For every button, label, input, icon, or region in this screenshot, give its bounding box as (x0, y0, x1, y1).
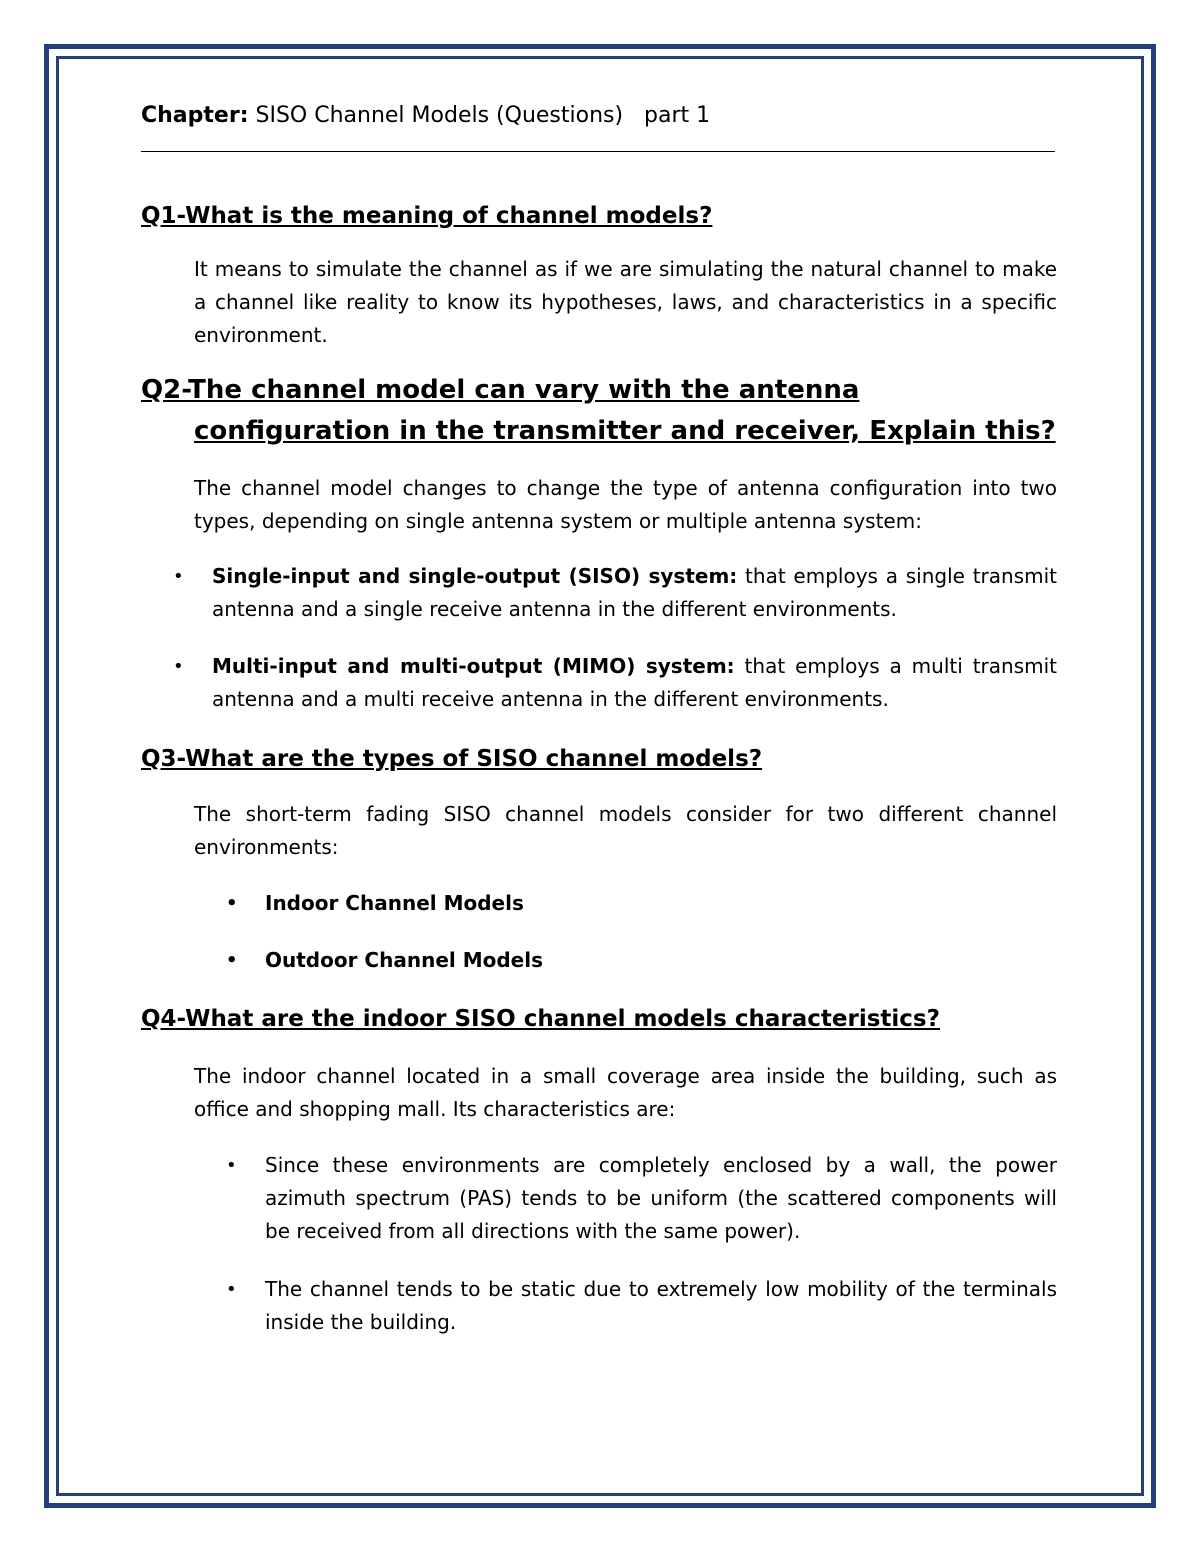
chapter-label: Chapter: (141, 103, 249, 128)
list-item-term: Multi-input and multi-output (MIMO) system: (212, 654, 735, 678)
bullet-icon: • (226, 1155, 237, 1176)
list-item (141, 1149, 1057, 1248)
list-item-text: that employs a single transmit antenna and a single receive antenna in the different environments. (212, 564, 1057, 621)
list-item-text: that employs a multi transmit antenna and a multi receive antenna in the different environments. (212, 654, 1057, 711)
bullet-icon: • (226, 950, 238, 971)
list-item (141, 887, 1057, 920)
indoor-characteristics-list (141, 1149, 1057, 1339)
question-4-heading: Q4-What are the indoor SISO channel models characteristics? (141, 1006, 940, 1032)
chapter-title: SISO Channel Models (Questions) part 1 (248, 103, 711, 128)
chapter-header (141, 98, 1057, 134)
bullet-icon: • (173, 566, 184, 587)
question-2-heading: Q2-The channel model can vary with the antenna configuration in the transmitter and receiver, Explain this? (141, 375, 1056, 446)
bullet-icon: • (226, 1279, 237, 1300)
list-item (141, 560, 1057, 626)
list-item-text: The channel tends to be static due to extremely low mobility of the terminals inside the building. (265, 1277, 1057, 1334)
document-body (141, 98, 1057, 1339)
question-2 (141, 370, 1057, 716)
antenna-system-list (141, 560, 1057, 716)
bullet-icon: • (173, 656, 184, 677)
question-3-heading: Q3-What are the types of SISO channel models? (141, 746, 763, 772)
channel-type-list (141, 887, 1057, 977)
question-1-heading: Q1-What is the meaning of channel models? (141, 203, 713, 229)
list-item-text: Since these environments are completely enclosed by a wall, the power azimuth spectrum (PAS) tends to be uniform (the scattered components will be received from all directions with the same power). (265, 1153, 1057, 1243)
question-4 (141, 1000, 1057, 1339)
list-item-text: Outdoor Channel Models (265, 948, 543, 972)
question-1 (141, 197, 1057, 352)
list-item-text: Indoor Channel Models (265, 891, 524, 915)
list-item (141, 650, 1057, 716)
question-4-answer: The indoor channel located in a small coverage area inside the building, such as office and shopping mall. Its characteristics are: (194, 1064, 1057, 1121)
list-item (141, 1273, 1057, 1339)
question-3-answer: The short-term fading SISO channel models consider for two different channel environments: (194, 802, 1057, 859)
question-2-answer: The channel model changes to change the type of antenna configuration into two types, depending on single antenna system or multiple antenna system: (194, 476, 1057, 533)
question-1-answer: It means to simulate the channel as if we are simulating the natural channel to make a channel like reality to know its hypotheses, laws, and characteristics in a specific environment. (194, 257, 1057, 347)
list-item-term: Single-input and single-output (SISO) system: (212, 564, 738, 588)
header-divider (141, 151, 1055, 152)
bullet-icon: • (226, 893, 238, 914)
question-3 (141, 740, 1057, 977)
list-item (141, 944, 1057, 977)
